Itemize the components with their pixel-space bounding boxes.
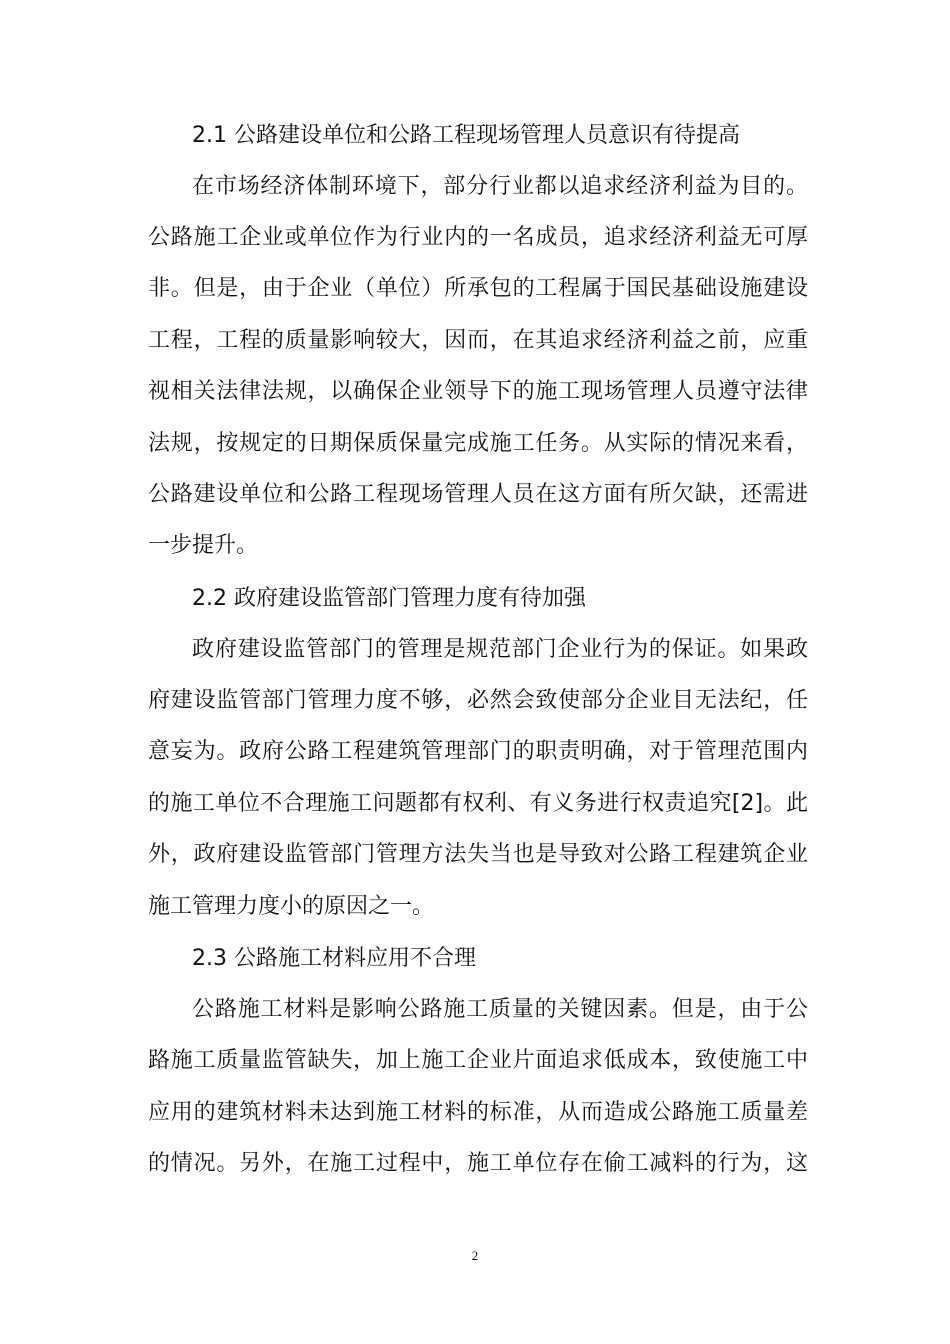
paragraph-line: 公路施工材料是影响公路施工质量的关键因素。但是，由于公 — [192, 997, 808, 1022]
paragraph-line: 应用的建筑材料未达到施工材料的标准，从而造成公路施工质量差 — [148, 1100, 808, 1125]
paragraph-line: 公路建设单位和公路工程现场管理人员在这方面有所欠缺，还需进 — [148, 482, 808, 507]
section-heading-2-3: 2.3 公路施工材料应用不合理 — [192, 946, 476, 971]
paragraph-line: 意妄为。政府公路工程建筑管理部门的职责明确，对于管理范围内 — [148, 739, 808, 764]
paragraph-line: 施工管理力度小的原因之一。 — [148, 894, 435, 919]
section-heading-2-1: 2.1 公路建设单位和公路工程现场管理人员意识有待提高 — [192, 123, 740, 148]
paragraph-line: 府建设监管部门管理力度不够，必然会致使部分企业目无法纪，任 — [148, 688, 808, 713]
paragraph-line: 的施工单位不合理施工问题都有权利、有义务进行权责追究[2]。此 — [148, 791, 808, 816]
paragraph-line: 法规，按规定的日期保质保量完成施工任务。从实际的情况来看， — [148, 431, 808, 456]
page-number: 2 — [471, 1248, 479, 1263]
paragraph-line: 一步提升。 — [148, 533, 259, 558]
paragraph-line: 政府建设监管部门的管理是规范部门企业行为的保证。如果政 — [192, 637, 808, 662]
paragraph-line: 公路施工企业或单位作为行业内的一名成员，追求经济利益无可厚 — [148, 225, 808, 250]
paragraph-line: 外，政府建设监管部门管理方法失当也是导致对公路工程建筑企业 — [148, 842, 808, 867]
paragraph-line: 在市场经济体制环境下，部分行业都以追求经济利益为目的。 — [192, 174, 808, 199]
paragraph-line: 工程，工程的质量影响较大，因而，在其追求经济利益之前，应重 — [148, 328, 808, 353]
section-heading-2-2: 2.2 政府建设监管部门管理力度有待加强 — [192, 586, 586, 611]
paragraph-line: 非。但是，由于企业（单位）所承包的工程属于国民基础设施建设 — [148, 276, 808, 301]
paragraph-line: 的情况。另外，在施工过程中，施工单位存在偷工减料的行为，这 — [148, 1151, 808, 1176]
paragraph-line: 路施工质量监管缺失，加上施工企业片面追求低成本，致使施工中 — [148, 1048, 808, 1073]
paragraph-line: 视相关法律法规，以确保企业领导下的施工现场管理人员遵守法律 — [148, 379, 808, 404]
